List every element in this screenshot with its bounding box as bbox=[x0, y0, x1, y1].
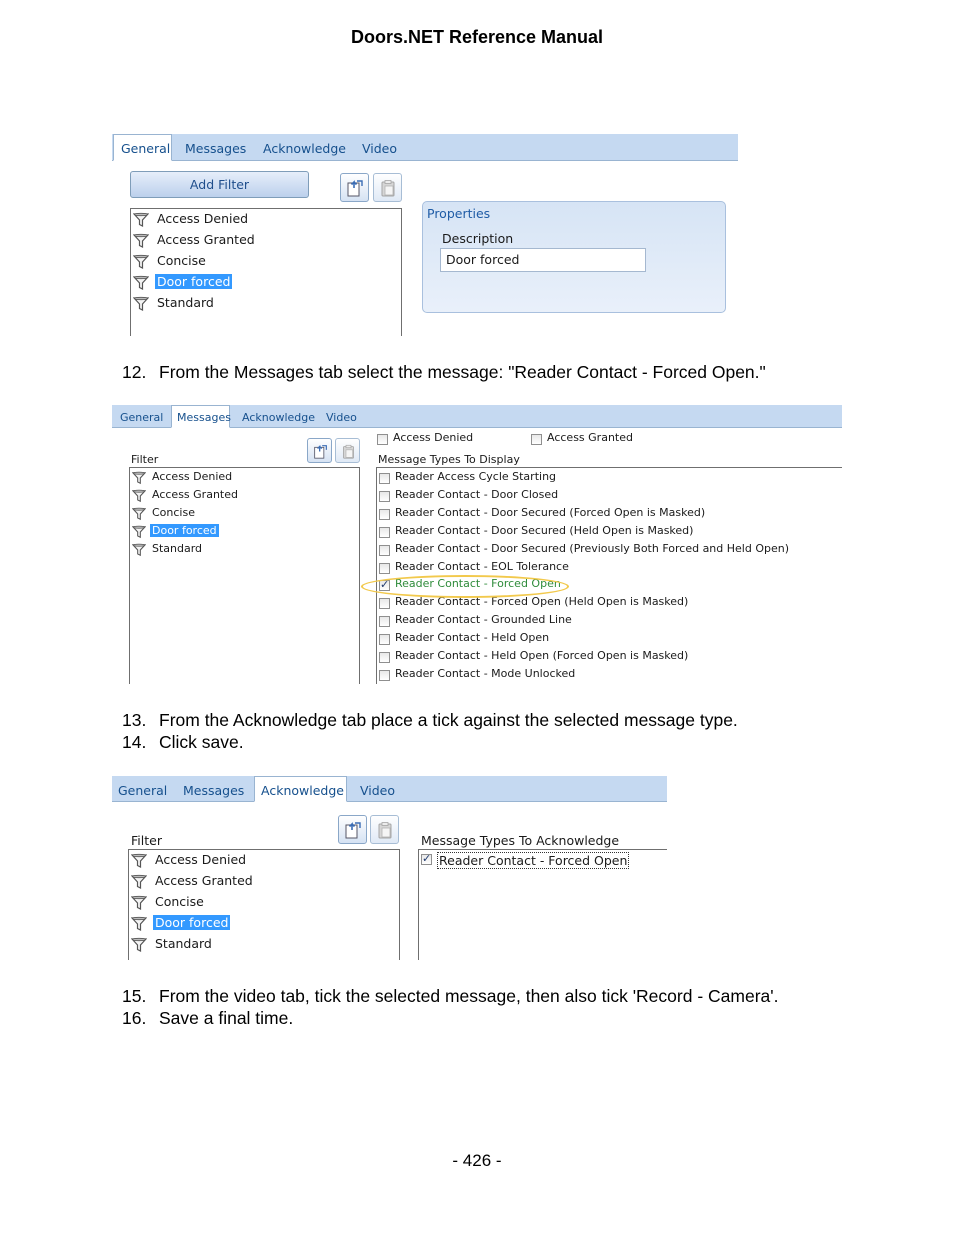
description-field[interactable]: Door forced bbox=[440, 248, 646, 272]
filter-funnel-icon bbox=[133, 233, 149, 252]
message-type-label: Reader Contact - Door Secured (Previously Both Forced and Held Open) bbox=[395, 541, 790, 555]
message-type-checkbox[interactable] bbox=[379, 652, 390, 663]
export-filter-icon bbox=[346, 179, 364, 197]
filter-funnel-icon bbox=[132, 507, 146, 524]
tab-bar bbox=[112, 405, 842, 428]
message-type-label: Reader Contact - Grounded Line bbox=[395, 613, 572, 627]
filter-list-item-label: Access Granted bbox=[155, 873, 253, 888]
message-type-label: Reader Contact - Forced Open bbox=[439, 853, 628, 868]
export-filter-button[interactable] bbox=[340, 173, 369, 202]
message-type-checkbox[interactable] bbox=[421, 854, 432, 865]
tab-bar bbox=[112, 776, 667, 802]
filter-funnel-icon bbox=[133, 296, 149, 315]
message-type-label: Reader Access Cycle Starting bbox=[395, 470, 557, 483]
tab-messages[interactable]: Messages bbox=[171, 405, 230, 428]
tab-acknowledge[interactable]: Acknowledge bbox=[263, 141, 346, 156]
description-label: Description bbox=[442, 231, 514, 246]
properties-title: Properties bbox=[427, 206, 491, 221]
filter-funnel-icon bbox=[131, 937, 147, 956]
filter-funnel-icon bbox=[132, 489, 146, 506]
tab-acknowledge[interactable]: Acknowledge bbox=[242, 411, 316, 424]
tab-general[interactable]: General bbox=[120, 411, 164, 424]
filter-funnel-icon bbox=[132, 525, 146, 542]
acknowledge-tab-screenshot bbox=[112, 776, 667, 960]
filter-funnel-icon bbox=[131, 853, 147, 872]
filter-list-item-label: Door forced bbox=[157, 274, 231, 289]
filter-list-item-label: Door forced bbox=[152, 524, 217, 537]
step-15-text: From the video tab, tick the selected message, then also tick 'Record - Camera'. bbox=[159, 986, 779, 1006]
paste-filter-button[interactable] bbox=[335, 438, 360, 463]
export-filter-button[interactable] bbox=[307, 438, 332, 463]
tab-bar bbox=[112, 134, 738, 161]
filter-list-item-label: Access Granted bbox=[152, 488, 238, 501]
forced-open-highlight bbox=[361, 575, 569, 598]
tab-video[interactable]: Video bbox=[362, 141, 398, 156]
paste-filter-button[interactable] bbox=[370, 815, 399, 844]
message-type-checkbox[interactable] bbox=[379, 563, 390, 574]
step-14-text: Click save. bbox=[159, 732, 244, 752]
properties-panel bbox=[422, 201, 726, 313]
message-type-label: Reader Contact - Forced Open bbox=[395, 577, 561, 591]
step-16: 16. Save a final time. bbox=[122, 1008, 294, 1028]
filter-list-item-label: Access Denied bbox=[155, 852, 247, 867]
filter-list[interactable] bbox=[129, 467, 360, 684]
paste-filter-icon bbox=[379, 179, 397, 197]
filter-list-item-label: Concise bbox=[152, 506, 195, 519]
general-tab-screenshot bbox=[112, 134, 738, 336]
filter-funnel-icon bbox=[133, 275, 149, 294]
message-types-label: Message Types To Display bbox=[378, 453, 520, 466]
paste-filter-button[interactable] bbox=[373, 173, 402, 202]
message-type-checkbox[interactable] bbox=[379, 616, 390, 627]
filter-funnel-icon bbox=[131, 895, 147, 914]
step-15: 15. From the video tab, tick the selected message, then also tick 'Record - Camera'. bbox=[122, 986, 779, 1006]
tab-video[interactable]: Video bbox=[360, 783, 396, 798]
message-type-label: Reader Contact - Door Closed bbox=[395, 487, 559, 501]
add-filter-button[interactable]: Add Filter bbox=[130, 171, 309, 198]
filter-list-item-label: Standard bbox=[155, 936, 212, 951]
message-type-label: Reader Contact - Mode Unlocked bbox=[395, 666, 576, 680]
page-number: - 426 - bbox=[452, 1151, 502, 1170]
export-filter-icon bbox=[344, 821, 362, 839]
filter-funnel-icon bbox=[132, 543, 146, 560]
message-type-label: Reader Contact - Held Open (Forced Open is Masked) bbox=[395, 649, 689, 662]
document-title: Doors.NET Reference Manual bbox=[350, 27, 604, 47]
export-filter-icon bbox=[313, 444, 328, 459]
step-13-text: From the Acknowledge tab place a tick against the selected message type. bbox=[159, 710, 738, 730]
message-type-checkbox[interactable] bbox=[379, 491, 390, 502]
step-13: 13. From the Acknowledge tab place a tick against the selected message type. bbox=[122, 710, 738, 730]
tab-messages[interactable]: Messages bbox=[185, 141, 247, 156]
filter-list-item-label: Access Denied bbox=[152, 470, 233, 483]
filter-funnel-icon bbox=[133, 254, 149, 273]
filter-list[interactable] bbox=[130, 208, 402, 336]
export-filter-button[interactable] bbox=[338, 815, 367, 844]
paste-filter-icon bbox=[341, 444, 356, 459]
filter-list-item-label: Standard bbox=[152, 542, 203, 555]
message-type-label: Reader Contact - Held Open bbox=[395, 631, 550, 645]
filter-list-item-label: Concise bbox=[155, 894, 204, 909]
filter-label: Filter bbox=[131, 453, 159, 466]
message-type-checkbox[interactable] bbox=[379, 545, 390, 556]
message-type-checkbox[interactable] bbox=[379, 598, 390, 609]
filter-label: Filter bbox=[131, 833, 162, 848]
tab-general[interactable]: General bbox=[113, 134, 172, 161]
acknowledge-list[interactable] bbox=[418, 849, 667, 960]
message-type-label: Reader Contact - Door Secured (Forced Open is Masked) bbox=[395, 505, 706, 519]
paste-filter-icon bbox=[376, 821, 394, 839]
filter-list[interactable] bbox=[128, 849, 400, 960]
tab-general[interactable]: General bbox=[118, 783, 168, 798]
filter-funnel-icon bbox=[131, 874, 147, 893]
step-14: 14. Click save. bbox=[122, 732, 244, 752]
tab-messages[interactable]: Messages bbox=[183, 783, 245, 798]
filter-list-item-label: Concise bbox=[157, 253, 206, 268]
tab-video[interactable]: Video bbox=[326, 411, 357, 424]
filter-list-item-label: Door forced bbox=[155, 915, 229, 930]
filter-funnel-icon bbox=[131, 916, 147, 935]
filter-list-item-label: Access Granted bbox=[157, 232, 255, 247]
message-type-label: Reader Contact - Forced Open (Held Open is Masked) bbox=[395, 595, 689, 609]
filter-list-item-label: Access Denied bbox=[157, 211, 249, 226]
filter-funnel-icon bbox=[132, 471, 146, 488]
filter-list-item-label: Standard bbox=[157, 295, 214, 310]
tab-acknowledge[interactable]: Acknowledge bbox=[254, 776, 347, 802]
message-type-checkbox[interactable] bbox=[379, 473, 390, 484]
messages-tab-screenshot: General Messages Acknowledge Video Access Denied Access Granted Filter Message Types To Display Access Denied Access Granted Concise Door forced Standard Reader Access Cycle Starting Reader Contact - Door Closed Reader Contact - Door Secured (Forced Open is Masked) Reader Contact - Door Secured (Held Open is Masked) Reader Contact - Door Secured (Previously Both Forced and Held Open) Reader Contact - EOL Tolerance ✓ Reader Contact - Forced Open Reader Contact - Forced Open (Held Open is Masked) Reader Contact - Grounded Line Reader Contact - Held Open Reader Contact - Held Open (Forced Open is Masked) Reader Contact - Mode Unlocked bbox=[112, 405, 842, 684]
message-type-label: Reader Contact - Door Secured (Held Open is Masked) bbox=[395, 523, 694, 537]
message-type-label: Reader Contact - EOL Tolerance bbox=[395, 559, 569, 573]
filter-funnel-icon bbox=[133, 212, 149, 231]
message-type-checkbox[interactable] bbox=[379, 509, 390, 520]
step-12-text: From the Messages tab select the message: "Reader Contact - Forced Open." bbox=[159, 362, 766, 382]
acknowledge-label: Message Types To Acknowledge bbox=[421, 833, 620, 848]
message-type-checkbox[interactable] bbox=[379, 527, 390, 538]
message-type-checkbox[interactable] bbox=[379, 634, 390, 645]
step-16-text: Save a final time. bbox=[159, 1008, 294, 1028]
message-type-checkbox[interactable] bbox=[379, 670, 390, 681]
step-12: 12. From the Messages tab select the message: "Reader Contact - Forced Open." bbox=[122, 362, 766, 382]
